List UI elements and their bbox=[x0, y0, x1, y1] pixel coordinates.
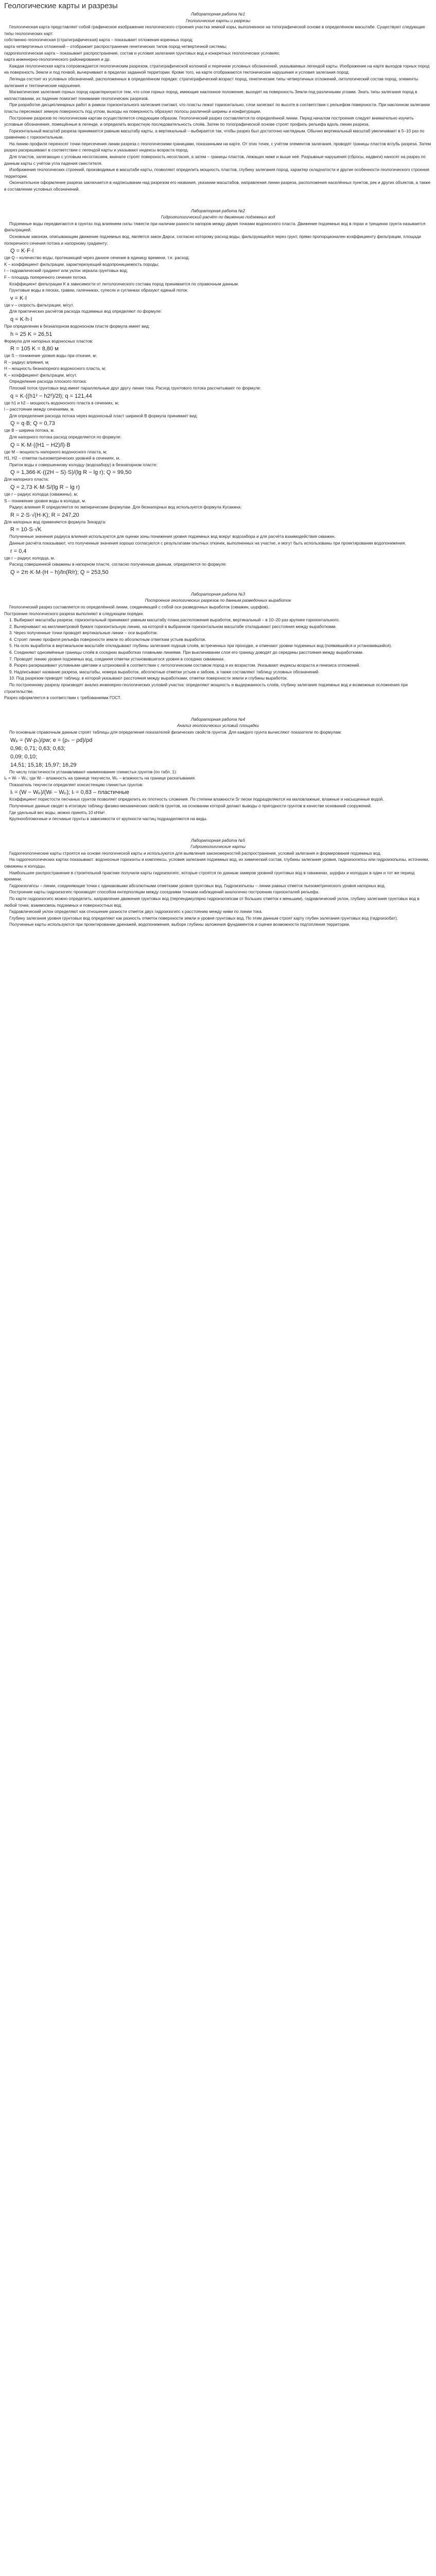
text-paragraph: Определение расхода плоского потока: bbox=[9, 379, 87, 384]
document-body bbox=[0, 11, 436, 928]
text-paragraph: Полученные карты используются при проектировании дренажей, водопонижения, выборе глубины заложения фундаментов и оценке возможности подтопления территории. bbox=[9, 922, 351, 927]
formula-line: Q = K·F·I bbox=[10, 248, 34, 255]
text-paragraph: Для напорного пласта: bbox=[4, 477, 49, 482]
formula-line: Q = 2π·K·M·(H − h)/ln(R/r); Q = 253,50 bbox=[10, 569, 109, 575]
text-paragraph: Расход совершенной скважины в напорном пласте, согласно полученным данным, определяется по формуле: bbox=[9, 562, 227, 567]
text-paragraph: 9. Надписывают название разреза, масштабы, номера выработок, абсолютные отметки устьев и забоев, а также составляют таблицу условных обозначений. bbox=[9, 669, 320, 674]
formula-line: q = K·h·I bbox=[10, 316, 32, 323]
text-paragraph: H – мощность безнапорного водоносного пласта, м; bbox=[4, 366, 106, 371]
text-paragraph: S – понижение уровня воды в колодце, м. bbox=[4, 498, 86, 503]
text-paragraph: 1. Выбирают масштабы разреза: горизонтальный принимают равным масштабу плана расположения выработок, вертикальный – в 10–20 раз крупнее горизонтального. bbox=[9, 618, 340, 623]
text-paragraph: R – радиус влияния, м; bbox=[4, 360, 49, 365]
text-paragraph: Формула для напорных водоносных пластов: bbox=[4, 338, 93, 344]
text-paragraph: По построенному разрезу производят анализ инженерно-геологических условий участка: определяют мощность и выдержанность слоёв, глубину залегания подземных вод и возможные осложнения при строительстве. bbox=[4, 683, 408, 694]
section-heading: Лабораторная работа №2 bbox=[190, 208, 246, 213]
text-paragraph: где r – радиус колодца (скважины), м; bbox=[4, 492, 78, 497]
text-paragraph: Для напорного потока расход определяется по формуле: bbox=[9, 435, 121, 440]
text-paragraph: Магматические залегания горных пород характеризуются тем, что слои горных пород, имеющие наклонное положение, выходят на поверхность Земли под различными углами. Знать типы залегания пород в напластовании, их падение помогает понимание геологических разрезов. bbox=[4, 90, 417, 101]
text-paragraph: где B – ширина потока, м. bbox=[4, 428, 55, 433]
text-paragraph: карта четвертичных отложений – отображает распространение генетических типов пород четвертичной системы; bbox=[4, 44, 228, 49]
formula-line: q = K·((h1² − h2²)/2l); q = 121,44 bbox=[10, 393, 92, 399]
text-paragraph: При разработке дисциплинарных работ в рамках горизонтального залегания считают, что пласты лежат горизонтально, слои залегают по высоте в соответствии с рельефом поверхности. При наклонном залегании пласты пересекают земную поверхность под углом, выходы на поверхность образуют полосы различной ширины и конфигурации. bbox=[4, 103, 430, 114]
text-paragraph: Окончательное оформление разреза заключается в надписывании над разрезом его названия, указании масштабов, направления линии разреза, расположения населённых пунктов, рек и других объектов, а также в составлении условных обозначений. bbox=[4, 180, 431, 192]
text-paragraph: 6. Соединяют одноимённые границы слоёв в соседних выработках плавными линиями. При выклинивании слоя его границу доводят до середины расстояния между выработками. bbox=[9, 650, 364, 655]
text-paragraph: карта инженерно-геологического районирования и др. bbox=[4, 57, 111, 62]
text-paragraph: где h1 и h2 – мощность водоносного пласта в сечениях, м; bbox=[4, 400, 119, 405]
text-paragraph: Геологическая карта представляет собой графическое изображение геологического строения участка земной коры, выполненное на топографической основе в определённом масштабе. Существуют следующие типы геологических карт: bbox=[4, 25, 425, 36]
formula-line: 0,09; 0,10; bbox=[10, 753, 37, 760]
text-paragraph: Коэффициент пористости песчаных грунтов позволяет определить их плотность сложения. По степени влажности Sr пески подразделяются на маловлажные, влажные и насыщенные водой. bbox=[9, 797, 384, 802]
section-heading: Анализ геологических условий площадки bbox=[177, 723, 259, 728]
text-paragraph: При определении в безнапорном водоносном пласте формула имеет вид: bbox=[4, 324, 150, 329]
text-paragraph: Данные расчёта показывают, что полученные значения хорошо согласуются с результатами опытных откачек, выполненных на участке, и могут быть использованы при проектировании водопонижения. bbox=[9, 540, 406, 546]
text-paragraph: На линию профиля переносят точки пересечения линии разреза с геологическими границами, показанными на карте. От этих точек, с учётом элементов залегания, проводят границы пластов вглубь разреза. Затем разрез раскрашивают в соответствии с легендой карты и указывают индексы возраста пород. bbox=[4, 141, 431, 153]
text-paragraph: Построение разрезов по геологическим картам осуществляется следующим образом. Геологический разрез составляется по определённой линии. Перед началом построения следует внимательно изучить условные обозначения, помещённые в легенде, и определить возрастную последовательность слоёв. Затем по топографической основе строят профиль рельефа вдоль линии разреза. bbox=[4, 115, 414, 127]
text-paragraph: Iₚ = Wₗ − Wₚ; где Wₗ – влажность на границе текучести, Wₚ – влажность на границе раскатывания. bbox=[4, 776, 196, 781]
text-paragraph: Полученные значения радиуса влияния используются для оценки зоны понижения уровня подземных вод вокруг водозабора и для расчёта взаимодействия скважин. bbox=[9, 534, 336, 539]
text-paragraph: Крупнообломочные и песчаные грунты в зависимости от крупности частиц подразделяются на виды. bbox=[9, 817, 207, 822]
text-paragraph: По карте гидроизогипс можно определить: направление движения грунтовых вод (перпендикулярно гидроизогипсам от больших отметок к меньшим), гидравлический уклон, глубину залегания грунтовых вод в любой точке, взаимосвязь подземных и поверхностных вод. bbox=[4, 896, 420, 908]
text-paragraph: где S – понижение уровня воды при откачке, м; bbox=[4, 353, 97, 359]
text-paragraph: Коэффициент фильтрации K в зависимости от литологического состава пород принимается по справочным данным. bbox=[9, 281, 239, 286]
section-heading: Лабораторная работа №4 bbox=[190, 717, 246, 722]
formula-line: Wₚ = (W·ρₛ)/ρw; e = (ρₛ − ρd)/ρd bbox=[10, 737, 93, 743]
text-paragraph: 10. Под разрезом приводят таблицу, в которой указывают расстояния между выработками, отметки поверхности земли и глубины выработок. bbox=[9, 676, 288, 681]
text-paragraph: K – коэффициент фильтрации, м/сут. bbox=[4, 372, 77, 378]
text-paragraph: 4. Строят линию профиля рельефа поверхности земли по абсолютным отметкам устьев выработок. bbox=[9, 637, 206, 642]
formula-line: R = 2·S·√(H·K); R = 247,20 bbox=[10, 512, 79, 518]
text-paragraph: Глубину залегания уровня грунтовых вод определяют как разность отметок поверхности земли и уровня грунтовых вод. По этим данным строят карту глубин залегания грунтовых вод (гидроизобат). bbox=[9, 916, 398, 921]
text-paragraph: где Q – количество воды, протекающей через данное сечение в единицу времени, т.е. расход; bbox=[4, 256, 190, 261]
text-paragraph: Радиус влияния R определяется по эмпирическим формулам. Для безнапорных вод используется формула Кусакина: bbox=[9, 505, 242, 510]
formula-line: R = 10·S·√K bbox=[10, 527, 42, 533]
text-paragraph: 3. Через полученные точки проводят вертикальные линии – оси выработок. bbox=[9, 631, 158, 636]
formula-line: Q = 1,366·K·((2H − S)·S)/(lg R − lg r); Q = 99,50 bbox=[10, 469, 132, 476]
text-paragraph: l – расстояние между сечениями, м. bbox=[4, 407, 75, 412]
section-heading: Геологические карты и разрезы bbox=[185, 18, 251, 23]
section-spacer bbox=[4, 581, 432, 587]
text-paragraph: 8. Разрез раскрашивают условными цветами и штриховкой в соответствии с литологическим составом пород и их возрастом. Указывают индексы возраста и генезиса отложений. bbox=[9, 663, 360, 668]
formula-line: v = K·I bbox=[10, 295, 27, 301]
section-heading: Построение геологических разрезов по данным разведочных выработок bbox=[145, 598, 291, 603]
text-paragraph: Для практических расчётов расхода подземных вод определяют по формуле: bbox=[9, 309, 162, 314]
text-paragraph: Наибольшее распространение в строительной практике получили карты гидроизогипс, которые строятся по данным замеров уровней грунтовых вод в скважинах, шурфах и колодцах в один и тот же период времени. bbox=[4, 870, 415, 882]
text-paragraph: Разрез оформляется в соответствии с требованиями ГОСТ. bbox=[4, 696, 121, 701]
text-paragraph: Полученные данные сводят в итоговую таблицу физико-механических свойств грунтов, на основании которой делают выводы о пригодности грунтов в качестве оснований сооружений. bbox=[9, 803, 372, 808]
text-paragraph: Построение карты гидроизогипс производят способом интерполяции между соседними точками наблюдений аналогично построению горизонталей рельефа. bbox=[9, 890, 320, 895]
formula-line: Q = K·M·((H1 − H2)/l)·B bbox=[10, 442, 71, 448]
formula-line: R = 105 K = 8,80 м bbox=[10, 346, 59, 352]
section-spacer bbox=[4, 197, 432, 204]
text-paragraph: Каждая геологическая карта сопровождается геологическим разрезом, стратиграфической колонкой и перечнем условных обозначений, указываемых легендой карты. Изображение на карте выходов горных пород на поверхность Земли и под почвой, вычерчивают в пределах заданной территории. Кроме того, на карте отображаются тектонические нарушения и условия залегания пород. bbox=[4, 63, 430, 75]
formula-line: h = 25 K = 26,51 bbox=[10, 331, 53, 337]
text-paragraph: 7. Проводят линию уровня подземных вод, соединяя отметки установившегося уровня в соседних скважинах. bbox=[9, 656, 225, 662]
text-paragraph: собственно геологическая (стратиграфическая) карта – показывает отложения коренных пород; bbox=[4, 38, 194, 43]
text-paragraph: Для напорных вод применяется формула Зихардта: bbox=[4, 519, 107, 524]
formula-line: r = 0,4 bbox=[10, 548, 27, 554]
text-paragraph: Основным законом, описывающим движение подземных вод, является закон Дарси, согласно которому расход воды, фильтрующейся через грунт, прямо пропорционален коэффициенту фильтрации, площади поперечного сечения потока и напорному градиенту: bbox=[4, 234, 421, 246]
formula-line: 14,51; 15,18; 15,97; 16,29 bbox=[10, 761, 77, 768]
section-spacer bbox=[4, 706, 432, 713]
section-heading: Гидрогеологические карты bbox=[190, 844, 246, 850]
text-paragraph: 5. На осях выработок в вертикальном масштабе откладывают глубины залегания подошв слоёв, встреченных при проходке, и отмечают уровни подземных вод (появившийся и установившийся). bbox=[9, 643, 392, 649]
text-paragraph: где v – скорость фильтрации, м/сут. bbox=[4, 302, 74, 308]
formula-line: Q = q·B; Q = 0,73 bbox=[10, 420, 55, 427]
text-paragraph: Гидрогеологические карты строятся на основе геологической карты и используются для выявления закономерностей распространения, условий залегания и формирования подземных вод. bbox=[9, 851, 381, 856]
text-paragraph: Гидроизогипсы – линии, соединяющие точки с одинаковыми абсолютными отметками уровня грунтовых вод. Гидроизопьезы – линии равных отметок пьезометрического уровня напорных вод. bbox=[9, 883, 386, 888]
formula-line: Q = 2,73·K·M·S/(lg R − lg r) bbox=[10, 484, 80, 490]
text-paragraph: Плоский поток грунтовых вод имеет параллельные друг другу линии тока. Расход грунтового потока рассчитывают по формуле: bbox=[9, 386, 261, 391]
text-paragraph: По числу пластичности устанавливают наименование глинистых грунтов (по табл. 1): bbox=[9, 769, 177, 774]
formula-line: Iₗ = (W − Wₚ)/(Wₗ − Wₚ); Iₗ = 0,83 – пластичные bbox=[10, 789, 130, 796]
text-paragraph: Для пластов, залегающих с угловым несогласием, вначале строят поверхность несогласия, а затем – границы пластов, лежащих ниже и выше неё. Разрывные нарушения (сбросы, надвиги) наносят на разрез по данным карты с учётом угла падения сместителя. bbox=[4, 155, 426, 166]
text-paragraph: I – гидравлический градиент или уклон зеркала грунтовых вод; bbox=[4, 268, 128, 274]
text-paragraph: 2. Вычерчивают на миллиметровой бумаге горизонтальную линию, на которой в выбранном горизонтальном масштабе откладывают расстояния между выработками. bbox=[9, 624, 337, 629]
text-paragraph: Горизонтальный масштаб разреза принимается равным масштабу карты, а вертикальный – выбирается так, чтобы разрез был достаточно наглядным. Обычно вертикальный масштаб увеличивают в 5–10 раз по сравнению с горизонтальным. bbox=[4, 128, 425, 140]
page-title: Геологические карты и разрезы bbox=[4, 2, 118, 10]
section-spacer bbox=[4, 827, 432, 834]
text-paragraph: Построение геологического разреза выполняют в следующем порядке. bbox=[4, 611, 144, 616]
text-paragraph: гидрогеологическая карта – показывает распространение, состав и условия залегания грунтовых вод и конкретных геологических условиях; bbox=[4, 50, 280, 56]
text-paragraph: Приток воды к совершенному колодцу (водозабору) в безнапорном пласте: bbox=[9, 462, 158, 467]
text-paragraph: H1, H2 – отметки пьезометрических уровней в сечениях, м. bbox=[4, 456, 120, 461]
section-heading: Лабораторная работа №5 bbox=[190, 838, 246, 843]
text-paragraph: Для определения расхода потока через водоносный пласт шириной B формула принимает вид: bbox=[9, 413, 198, 418]
text-paragraph: K – коэффициент фильтрации, характеризующий водопроницаемость породы; bbox=[4, 262, 159, 267]
text-paragraph: На гидрогеологических картах показывают: водоносные горизонты и комплексы, условия залегания подземных вод, их химический состав, глубины залегания уровня, гидроизогипсы или гидроизопьезы, источники, скважины и колодцы. bbox=[4, 857, 429, 869]
text-paragraph: Изображения геологических строений, производимые в масштабе карты, позволяют определить мощность пластов, глубину залегания пород, характер складчатости и другие особенности геологического строения территории. bbox=[4, 167, 429, 179]
section-heading: Гидрогеологический расчёт по движению подземных вод bbox=[161, 215, 275, 220]
text-paragraph: Подземные воды передвигаются в грунтах под влиянием силы тяжести при наличии разности напоров между двумя точками водоносного пласта. Движение подземных вод в порах и трещинах грунта называется фильтрацией. bbox=[4, 221, 426, 233]
text-paragraph: Грунтовые воды в песках, гравии, галечниках, супесях и суглинках образуют единый поток. bbox=[9, 288, 188, 293]
section-heading: Лабораторная работа №3 bbox=[190, 591, 246, 597]
text-paragraph: Где удельный вес воды, можно принять 10 кН/м³. bbox=[9, 810, 106, 815]
text-paragraph: Геологический разрез составляется по определённой линии, соединяющей с собой оси разведочных выработок (скважин, шурфов). bbox=[9, 604, 269, 609]
text-paragraph: Гидравлический уклон определяют как отношение разности отметок двух гидроизогипс к расстоянию между ними по линии тока. bbox=[9, 909, 263, 914]
text-paragraph: F – площадь поперечного сечения потока. bbox=[4, 275, 87, 280]
text-paragraph: где M – мощность напорного водоносного пласта, м; bbox=[4, 449, 108, 454]
formula-line: 0,96; 0,71; 0,63; 0,63; bbox=[10, 745, 66, 752]
text-paragraph: Легенда состоит из условных обозначений, расположенных в определённом порядке: стратиграфический возраст пород, генетические типы четвертичных отложений, литологический состав пород, элементы залегания и тектонические нарушения. bbox=[4, 76, 418, 88]
text-paragraph: где r – радиус колодца, м. bbox=[4, 555, 55, 561]
text-paragraph: По основным справочным данным строят таблицы для определения показателей физических свойств грунтов. Для каждого грунта вычисляют показатели по формулам: bbox=[9, 730, 342, 735]
text-paragraph: Показатель текучести определяет консистенцию глинистых грунтов: bbox=[9, 782, 144, 787]
section-heading: Лабораторная работа №1 bbox=[190, 12, 246, 16]
